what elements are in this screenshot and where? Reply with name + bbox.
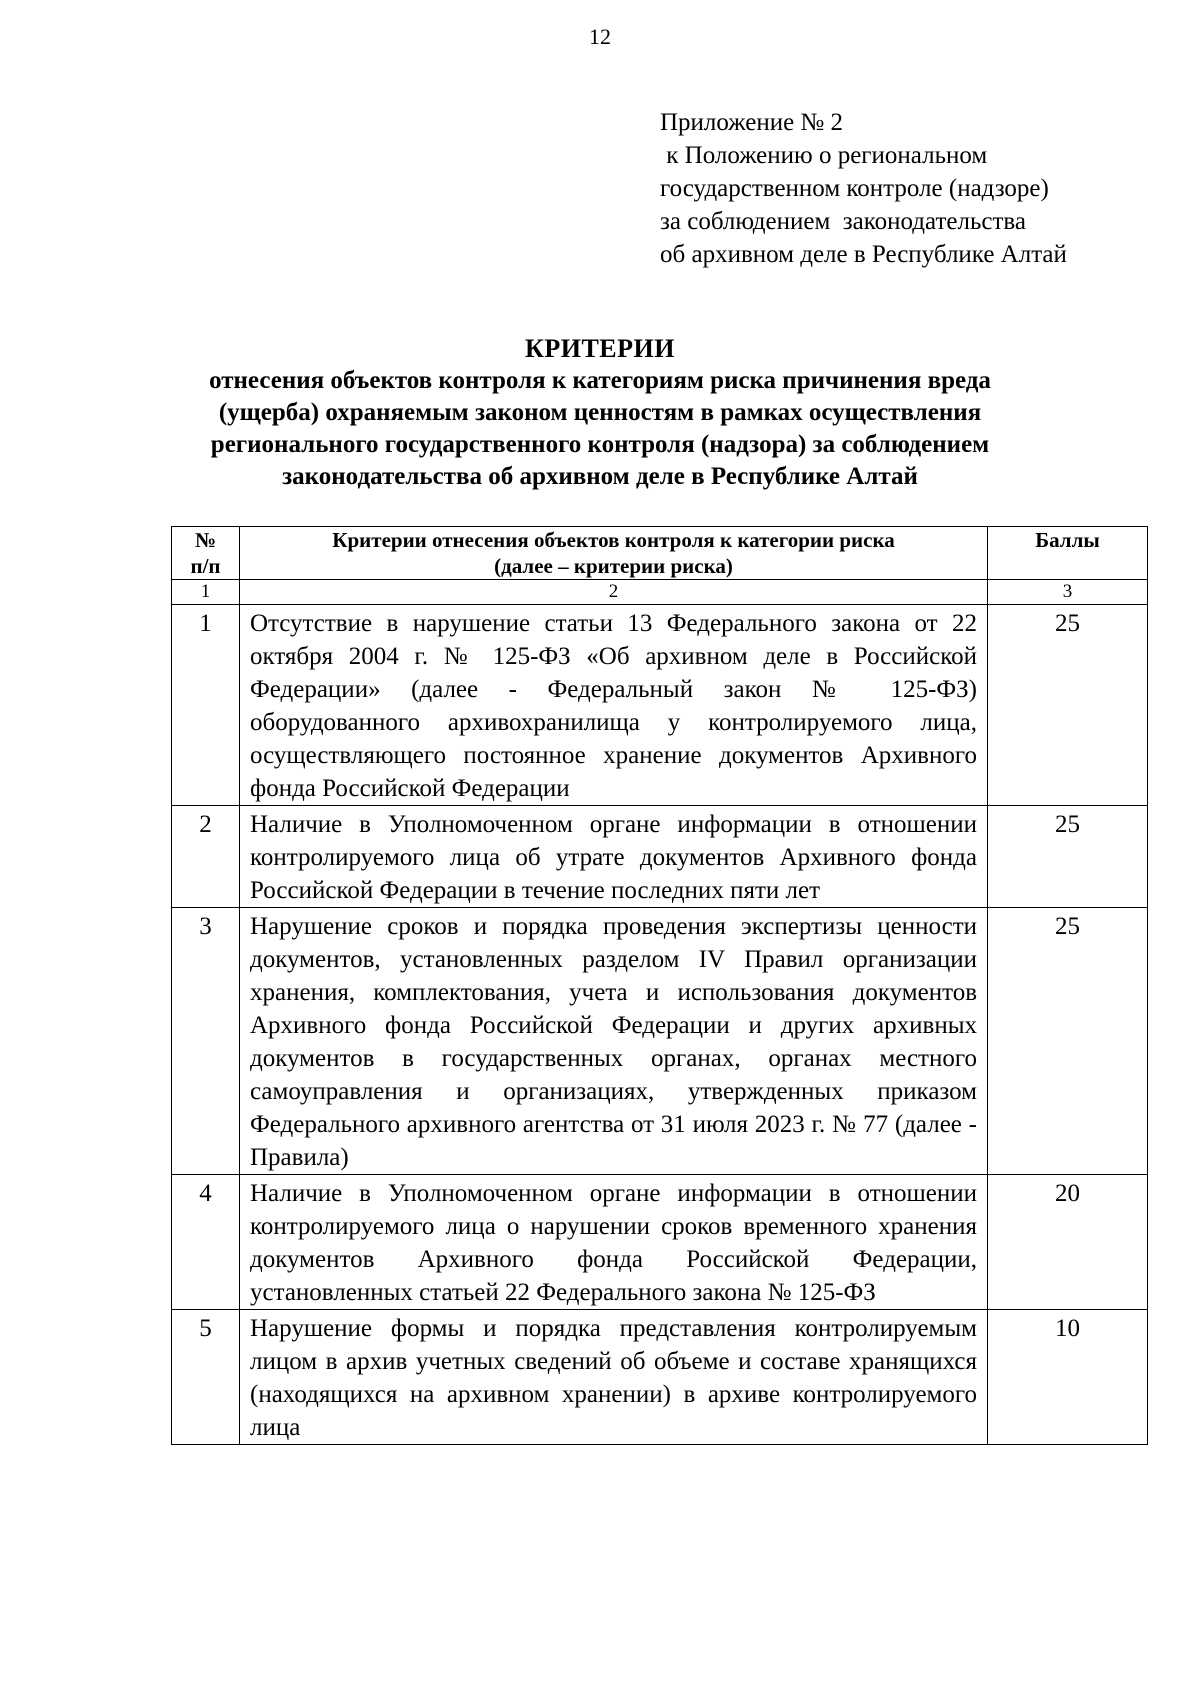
row-points: 25 [988,908,1148,1175]
subtitle-line: (ущерба) охраняемым законом ценностям в рамках осуществления [218,399,982,426]
appendix-line: об архивном деле в Республике Алтай [660,241,1067,268]
row-criterion: Наличие в Уполномоченном органе информации в отношении контролируемого лица о нарушении сроков временного хранения документов Архивного фонда Российской Федерации, установленных статьей 22 Федерального закона № 125-ФЗ [240,1175,988,1310]
header-number-line: № [194,528,217,552]
document-title [170,333,1030,493]
appendix-line: Приложение № 2 [660,109,844,136]
row-number: 1 [172,605,240,806]
row-points: 20 [988,1175,1148,1310]
table-row [172,806,1148,908]
subtitle-line: отнесения объектов контроля к категориям риска причинения вреда [209,367,991,394]
row-points: 25 [988,605,1148,806]
row-number: 3 [172,908,240,1175]
title-subtitle [170,365,1030,493]
column-index-row [172,580,1148,605]
header-criteria-line: Критерии отнесения объектов контроля к категории риска [332,528,895,552]
header-criteria [240,527,988,580]
subtitle-line: законодательства об архивном деле в Республике Алтай [282,463,918,490]
appendix-line: за соблюдением законодательства [660,208,1026,235]
page-number: 12 [589,24,611,49]
table-row [172,1175,1148,1310]
header-points: Баллы [988,527,1148,580]
appendix-reference [660,106,1180,271]
row-points: 25 [988,806,1148,908]
row-criterion: Нарушение сроков и порядка проведения экспертизы ценности документов, установленных разделом IV Правил организации хранения, комплектования, учета и использования документов Архивного фонда Российской Федерации и других архивных документов в государственных органах, органах местного самоуправления и организациях, утвержденных приказом Федерального архивного агентства от 31 июля 2023 г. № 77 (далее - Правила) [240,908,988,1175]
header-criteria-line: (далее – критерии риска) [494,554,733,578]
table-header-row [172,527,1148,580]
row-points: 10 [988,1310,1148,1445]
column-index: 2 [240,580,988,605]
header-number [172,527,240,580]
row-number: 4 [172,1175,240,1310]
appendix-line: государственном контроле (надзоре) [660,175,1049,202]
row-number: 5 [172,1310,240,1445]
row-number: 2 [172,806,240,908]
table-row [172,1310,1148,1445]
column-index: 1 [172,580,240,605]
criteria-table [171,526,1148,1445]
header-number-line: п/п [190,554,221,578]
column-index: 3 [988,580,1148,605]
row-criterion: Нарушение формы и порядка представления контролируемым лицом в архив учетных сведений об объеме и составе хранящихся (находящихся на архивном хранении) в архиве контролируемого лица [240,1310,988,1445]
table-row [172,908,1148,1175]
table-row [172,605,1148,806]
appendix-line: к Положению о региональном [660,142,988,169]
row-criterion: Наличие в Уполномоченном органе информации в отношении контролируемого лица об утрате документов Архивного фонда Российской Федерации в течение последних пяти лет [240,806,988,908]
row-criterion: Отсутствие в нарушение статьи 13 Федерального закона от 22 октября 2004 г. № 125-ФЗ «Об архивном деле в Российской Федерации» (далее - Федеральный закон № 125-ФЗ) оборудованного архивохранилища у контролируемого лица, осуществляющего постоянное хранение документов Архивного фонда Российской Федерации [240,605,988,806]
subtitle-line: регионального государственного контроля (надзора) за соблюдением [210,431,990,458]
title-main: КРИТЕРИИ [525,334,675,363]
